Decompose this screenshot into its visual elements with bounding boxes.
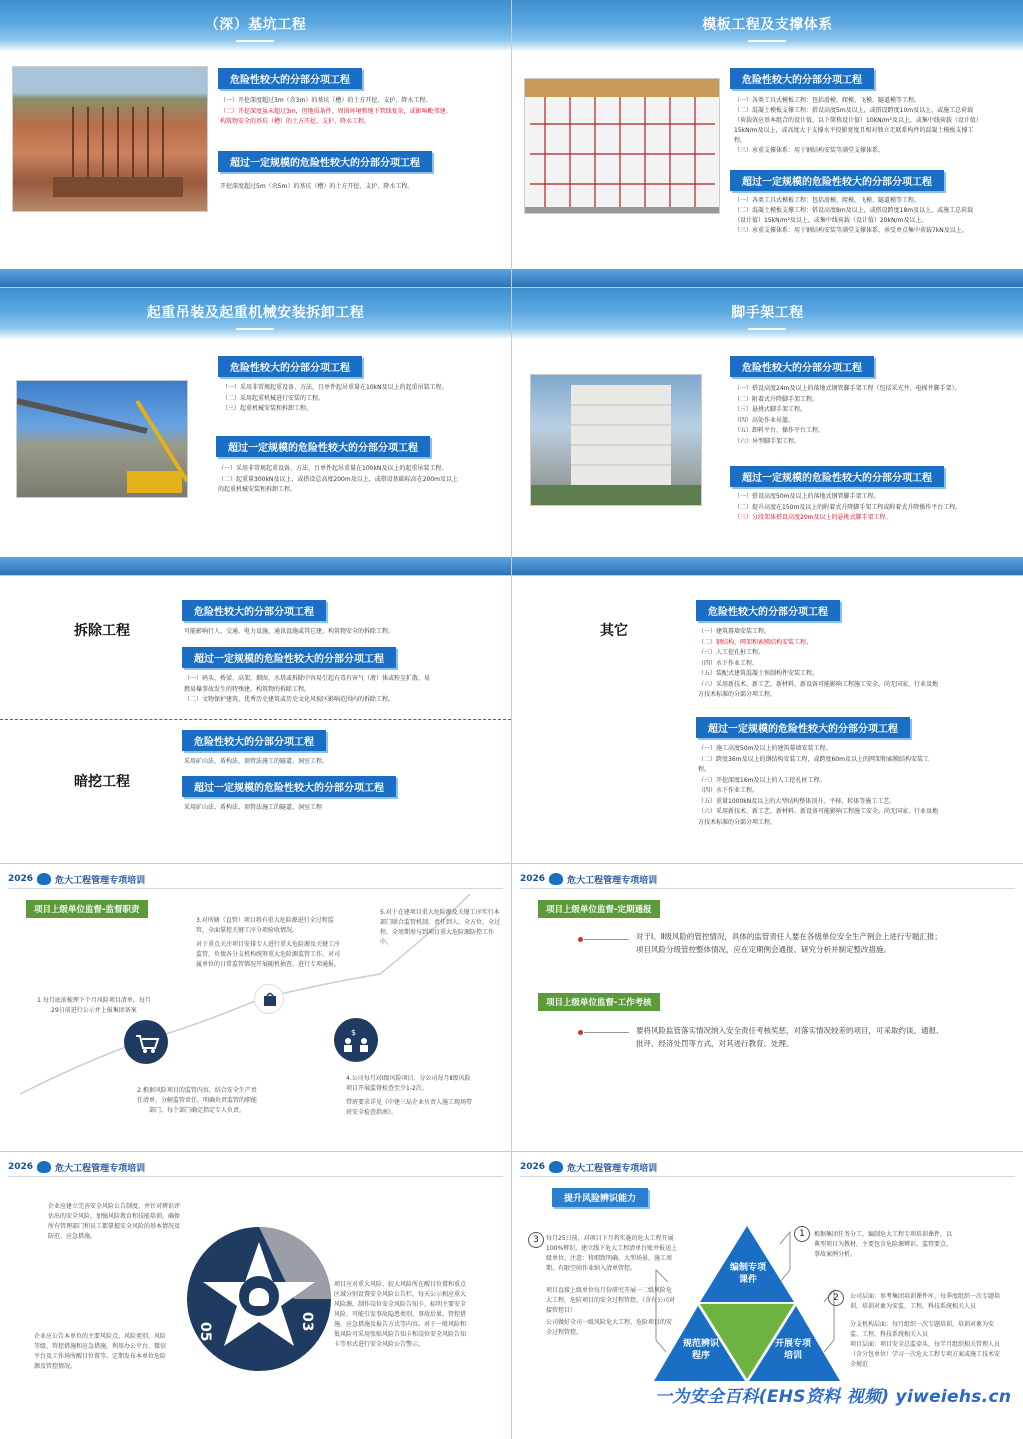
list-item: （一）开挖深度超过3m（含3m）的基坑（槽）的土方开挖、支护、降水工程。 [220, 97, 432, 104]
step-2: 2.根据风险项目的监管内容，结合安全生产责任清单，分解监管责任，明确负责监管的职能部门，每个部门确定指定专人负责。 [136, 1087, 257, 1114]
column-divider [511, 0, 512, 1439]
row-divider [0, 287, 1023, 288]
number-05: 05 [197, 1322, 213, 1342]
slide-excavation [0, 0, 511, 287]
list-dangerous [222, 383, 462, 415]
brand-bar [520, 872, 657, 886]
brand-bar [520, 1160, 657, 1174]
crane-photo [16, 380, 188, 498]
label-over-scale: 超过一定规模的危险性较大的分部分项工程 [218, 151, 432, 172]
brand-year: 2026 [520, 874, 546, 884]
list-item: （二）采用起重机械进行安装的工程。 [222, 394, 325, 402]
robot-icon [37, 1161, 51, 1173]
step-3: 3.对所辖（直管）项目将有重大危险源进行全过程监管，全面掌控关键工序分项验收情况。 [196, 917, 334, 934]
brand-title: 危大工程管理专项培训 [567, 875, 658, 886]
section-label: 提升风险辨识能力 [552, 1188, 648, 1207]
slide-title: 起重吊装及起重机械安装拆卸工程 [146, 305, 365, 321]
step-3-text-a: 每月25日前，对项目下月将实施的危大工程开展100%辨识，建立线下危大工程清单台账并报送上级单位，注意：将细致明确、大型场景、施工周期、有限空间作业纳入清单管控。 [546, 1235, 678, 1272]
list-item: （六）采用新技术、新工艺、新材料、新设备可能影响工程施工安全，尚无国家、行业及地方技术标准的分部分项工程。 [698, 808, 939, 826]
slide-title: 模板工程及支撑体系 [702, 17, 833, 33]
list-item: （一）搭设高度24m及以上的落地式钢管脚手架工程（包括采光井、电梯井脚手架）。 [734, 385, 961, 392]
label-dangerous: 危险性较大的分部分项工程 [218, 68, 362, 89]
list-item: （六）异型脚手架工程。 [734, 437, 801, 445]
watermark: 一为安全百科(EHS资料 视频) yiweiehs.cn [655, 1387, 1012, 1407]
step-1-text: 根据集团任务分工，编制危大工程专项培训课件，以典型项目为教材，主要包含危险源辨识、监管要点、事故案例分析。 [814, 1231, 953, 1258]
step-4: 4.公司每月对Ⅰ级风险项目、分公司每月Ⅱ级风险项目开展监督检查至少1-2次。 [346, 1075, 471, 1092]
list-dangerous [734, 96, 982, 156]
bag-icon [254, 984, 284, 1014]
section-label-report: 项目上级单位监督-定期通报 [538, 900, 660, 918]
list-item: （二）文物保护建筑、优秀历史建筑或历史文化风貌区影响范围内的拆除工程。 [184, 696, 395, 703]
list-item: （三）悬挑式脚手架工程。 [734, 406, 807, 413]
slide-lifting [0, 288, 511, 575]
label-over-scale: 超过一定规模的危险性较大的分部分项工程 [216, 436, 430, 457]
notice-text-2: 项目应对重大风险、较大风险所在醒目位置和重点区域分别设置安全风险公告栏，每天公示相应重大风险源，制作岗位安全风险告知卡，标明主要安全风险、可能引发事故隐患类别、事故后果、管控措施、应急措施及报告方式等内容。对于一般风险和低风险可采用张贴风险告知卡和岗位安全风险告知卡等形式进行安全风险公告警示。 [334, 1281, 467, 1348]
assessment-text: 要将风险监管落实情况纳入安全责任考核奖惩，对落实情况较差的项目，可采取约谈、通报、批评、经济处罚等方式，对其进行教育、处理。 [636, 1026, 944, 1048]
list-over-scale [698, 744, 938, 828]
list-item: 采用矿山法、盾构法、顶管法施工的隧道、洞室工程。 [184, 758, 329, 765]
label-dangerous: 危险性较大的分部分项工程 [218, 356, 362, 377]
bullet-line [584, 1032, 629, 1033]
number-03: 03 [299, 1312, 315, 1332]
step-4-detail: 带班要求详见《中建三局企业负责人施工现场带班安全检查指南》。 [346, 1099, 473, 1116]
list-dangerous [184, 757, 434, 768]
tri-top-label: 编制专项课件 [729, 1263, 766, 1285]
svg-text:$: $ [351, 1028, 357, 1037]
formwork-photo [524, 78, 720, 214]
step-2-text-a: 公司层面：参考集团培训课件库，每季度组织一次专题培训，培训对象为安监、工程、科技系统相关人员 [850, 1293, 1001, 1310]
brand-bar [8, 1160, 145, 1174]
list-item: （二）起重量300kN及以上，或搭设总高度200m及以上，或搭设基础标高在200m及以上的起重机械安装和拆卸工程。 [218, 475, 459, 493]
step-number-2: 2 [828, 1290, 844, 1306]
step-5: 5.对于在建项目重大危险源及关键工序实行本部门联合监管机制，责任到人、全方位、全过程、全周期参与到项目重大危险源防控工作中。 [380, 909, 501, 946]
step-3-detail: 对于重点关注项目安排专人进行重大危险源及关键工序监管，负债各分支机构统筹重大危险源监管工作，对司属单位的日常监管情况开展随机抽查、进行专项通报。 [196, 941, 341, 968]
step-2-text-b: 分支机构层面：每月组织一次专题培训，培训对象为安监、工程、科技系统相关人员 [850, 1321, 995, 1338]
slide-header [512, 0, 1023, 50]
list-dangerous [184, 627, 434, 638]
slide-formwork [512, 0, 1023, 287]
list-item: （一）建筑幕墙安装工程。 [698, 628, 771, 635]
list-over-scale [734, 492, 984, 524]
list-item: （二）提升高度在150m及以上的附着式升降脚手架工程或附着式升降操作平台工程。 [734, 503, 962, 511]
slide-footer [0, 269, 511, 287]
step-3-text-b: 项目直接上级单位每月份研究开展一二级风险危大工程，危险项目的安全过程管控，（含有公司对接管控目） [546, 1287, 676, 1314]
tri-right-label: 开展专项培训 [774, 1339, 811, 1361]
list-item: （五）装配式建筑混凝土预制构件安装工程。 [698, 670, 819, 677]
list-over-scale [218, 464, 462, 496]
list-item: （一）各类工具式模板工程：包括滑模、爬模、飞模、隧道模等工程。 [734, 97, 921, 104]
brand-year: 2026 [8, 874, 34, 884]
list-item: （二）开挖深度虽未超过3m，但地质条件、周围环境和地下管线复杂，或影响毗邻建、构筑物安全的基坑（槽）的土方开挖、支护、降水工程。 [220, 107, 452, 125]
slide-scaffold [512, 288, 1023, 575]
divider [0, 719, 511, 720]
list-item: （四）水下作业工程。 [698, 659, 759, 667]
label-over-scale: 超过一定规模的危险性较大的分部分项工程 [730, 466, 944, 487]
list-item: （四）高处作业吊篮。 [734, 416, 795, 424]
row-divider [0, 1151, 1023, 1152]
list-item: （一）码头、桥梁、高架、烟囱、水塔或拆除中容易引起有毒有害气（液）体或粉尘扩散、易燃易爆事故发生的特殊建、构筑物的拆除工程。 [184, 675, 431, 693]
brand-year: 2026 [8, 1162, 34, 1172]
slide-footer [0, 557, 511, 575]
list-item: （二）附着式升降脚手架工程。 [734, 395, 819, 403]
list-item: （五）卸料平台、操作平台工程。 [734, 427, 825, 434]
list-item: （一）采用非常规起重设备、方法，且单件起吊重量在10kN及以上的起重吊装工程。 [222, 384, 448, 391]
list-item: （二）混凝土模板支撑工程：搭设高度8m及以上，或搭设跨度18m及以上，或施工总荷载（设计值）15kN/m²及以上，或集中线荷载（设计值）20kN/m及以上。 [734, 207, 974, 224]
label-over-scale: 超过一定规模的危险性较大的分部分项工程 [696, 717, 910, 738]
row-divider [0, 575, 1023, 576]
list-item: （六）采用新技术、新工艺、新材料、新设备可能影响工程施工安全，尚无国家、行业及地方技术标准的分部分项工程。 [698, 680, 939, 698]
list-item: （一）采用非常规起重设备、方法，且单件起吊重量在100kN及以上的起重吊装工程。 [218, 465, 448, 472]
list-item: （一）各类工具式模板工程：包括滑模、爬模、飞模、隧道模等工程。 [734, 197, 921, 204]
list-item: （三）承重支撑体系：用于钢结构安装等满堂支撑体系。 [734, 147, 885, 154]
list-item: （一）施工高度50m及以上的建筑幕墙安装工程。 [698, 745, 832, 752]
section-title-tunnel: 暗挖工程 [74, 774, 130, 790]
list-item: （四）水下作业工程。 [698, 787, 759, 794]
list-over-scale [220, 182, 456, 193]
section-label-assessment: 项目上级单位监督-工作考核 [538, 993, 660, 1011]
label-over-scale: 超过一定规模的危险性较大的分部分项工程 [182, 776, 396, 797]
bullet-dot [578, 937, 583, 942]
list-over-scale [734, 196, 982, 236]
slide-footer [512, 557, 1023, 575]
step-1: 1.每月底前梳理下个月风险项目清单，每月29日前进行公示并上报集团备案 [37, 997, 151, 1014]
list-over-scale [184, 674, 434, 706]
step-3-text-c: 公司做好全司一级风险危大工程，危险项目的安全过程管控。 [546, 1319, 673, 1336]
list-item: （三）承重支撑体系：用于钢结构安装等满堂支撑体系，承受单点集中荷载7kN及以上。 [734, 227, 968, 234]
slide-footer [512, 269, 1023, 287]
slide-title: （深）基坑工程 [204, 17, 307, 33]
label-dangerous: 危险性较大的分部分项工程 [730, 356, 874, 377]
robot-icon [549, 873, 563, 885]
list-item: 采用矿山法、盾构法、顶管法施工的隧道、洞室工程 [184, 804, 323, 811]
list-item: （一）搭设高度50m及以上的落地式钢管脚手架工程。 [734, 493, 880, 500]
list-item: （三）起重机械安装和拆卸工程。 [222, 405, 313, 412]
row-divider [0, 863, 1023, 864]
slide-header [0, 0, 511, 50]
list-item: （二）跨度36m及以上的钢结构安装工程，或跨度60m及以上的网架和索膜结构安装工程。 [698, 755, 929, 773]
slide-supervision-report [512, 864, 1023, 1151]
slide-others [512, 576, 1023, 863]
list-item: 开挖深度超过5m（含5m）的基坑（槽）的土方开挖、支护、降水工程。 [220, 183, 414, 190]
brand-title: 危大工程管理专项培训 [55, 1163, 146, 1174]
slide-header [0, 288, 511, 338]
brand-title: 危大工程管理专项培训 [567, 1163, 658, 1174]
bullet-dot [578, 1030, 583, 1035]
slide-risk-notice [0, 1152, 511, 1439]
head-icon [249, 1288, 269, 1306]
cart-icon [124, 1020, 168, 1064]
list-item: （二）钢结构、网架和索膜结构安装工程。 [698, 638, 813, 646]
step-2-text-c: 项目层面：项目安全总监牵头，每半月组织相关管理人员（含分包单位）学习一次危大工程专项方案或施工技术安全规范 [850, 1341, 1001, 1368]
section-title-others: 其它 [600, 623, 628, 639]
list-item: （三）人工挖孔桩工程。 [698, 649, 765, 656]
brand-year: 2026 [520, 1162, 546, 1172]
robot-icon [549, 1161, 563, 1173]
bullet-line [584, 939, 629, 940]
slide-title: 脚手架工程 [731, 305, 804, 321]
label-dangerous: 危险性较大的分部分项工程 [696, 600, 840, 621]
step-number-3: 3 [528, 1232, 544, 1248]
people-money-icon [334, 1018, 378, 1062]
list-item: （三）开挖深度16m及以上的人工挖孔桩工程。 [698, 776, 826, 784]
list-over-scale [184, 803, 434, 814]
notice-text-3: 企业应公告本单位的主要风险点、风险类别、风险等级、管控措施和应急措施，利用办公平台、微信平台及工作场所醒目位置等，定期发布本单位危险源及管控情况。 [34, 1333, 167, 1370]
brand-title: 危大工程管理专项培训 [55, 875, 146, 886]
slide-demolition [0, 576, 511, 863]
list-dangerous [698, 627, 938, 701]
list-dangerous [734, 384, 984, 447]
step-number-1: 1 [794, 1226, 810, 1242]
label-over-scale: 超过一定规模的危险性较大的分部分项工程 [182, 647, 396, 668]
section-title-demolition: 拆除工程 [74, 623, 130, 639]
scaffold-photo [530, 374, 702, 506]
slide-header [512, 288, 1023, 338]
list-item: 可能影响行人、交通、电力设施、通讯设施或其它建、构筑物安全的拆除工程。 [184, 628, 395, 635]
label-dangerous: 危险性较大的分部分项工程 [182, 730, 326, 751]
excavation-photo [12, 66, 208, 212]
tri-left-label: 规范辨识程序 [682, 1339, 719, 1361]
label-dangerous: 危险性较大的分部分项工程 [730, 68, 874, 89]
list-item: （三）分段架体搭设高度20m及以上的悬挑式脚手架工程。 [734, 514, 892, 521]
list-item: （二）混凝土模板支撑工程：搭设高度5m及以上，或搭设跨度10m及以上，或施工总荷载（荷载效应基本组合的设计值，以下简称设计值）10kN/m²及以上，或集中线荷载（设计值）15kN/m及以上，或高度大于支撑水平投影宽度且相对独立无联系构件的混凝土模板支撑工程。 [734, 107, 982, 144]
notice-text-1: 企业应建立完善安全风险公告制度，并针对辨识评估出的安全风险，加强风险教育和技能培训，确保所有管理部门和员工都掌握安全风险的基本情况及防范、应急措施。 [48, 1203, 181, 1240]
label-over-scale: 超过一定规模的危险性较大的分部分项工程 [730, 170, 944, 191]
label-dangerous: 危险性较大的分部分项工程 [182, 600, 326, 621]
section-label: 项目上级单位监督-监督职责 [26, 900, 148, 918]
list-item: （五）重量1000kN及以上的大型结构整体顶升、平移、转体等施工工艺。 [698, 797, 896, 805]
slide-supervision-duty [0, 864, 511, 1151]
report-text: 对于Ⅰ、Ⅱ级风险的管控情况，具体的监管责任人要在各级单位安全生产例会上进行专题汇报；项目风险分级管控整体情况，应在定期例会通报、研究分析并制定整改措施。 [636, 932, 942, 954]
list-dangerous [220, 96, 456, 128]
